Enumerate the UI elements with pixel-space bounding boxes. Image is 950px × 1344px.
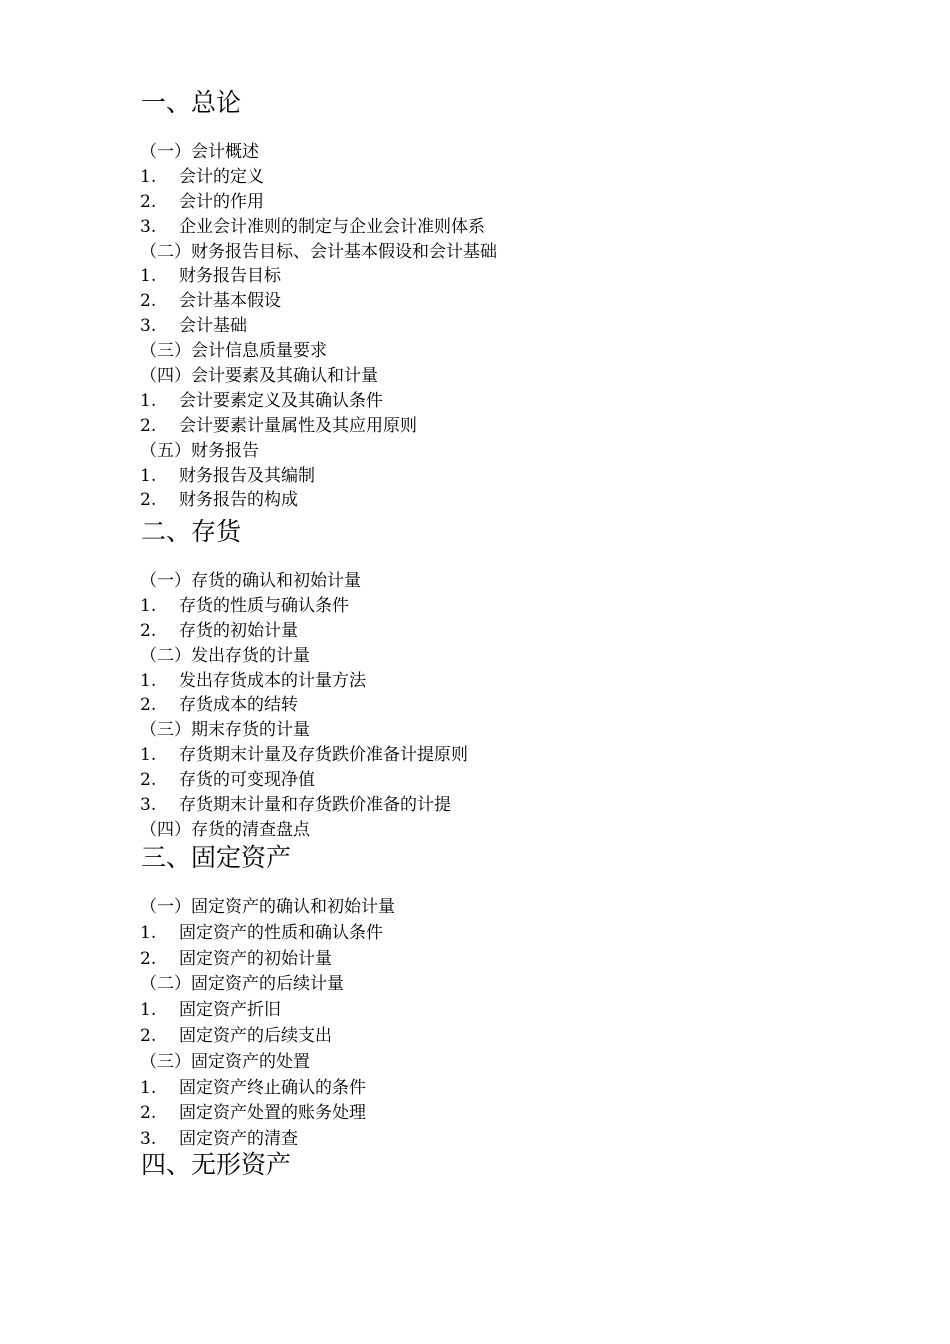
item-text: 会计基本假设 [179,291,281,312]
chapter-intangible-assets [0,1148,950,1182]
section-heading: （一）固定资产的确认和初始计量 [140,897,395,917]
item-number: 1. [140,670,157,691]
item-text: 发出存货成本的计量方法 [179,670,366,691]
list-item [140,594,950,619]
item-text: 财务报告及其编制 [179,465,315,486]
list-item [140,289,950,314]
list-item [140,488,950,513]
chapter-fixed-assets [0,841,950,1153]
item-number: 1. [140,745,157,766]
list-item [140,215,950,240]
item-text: 固定资产折旧 [179,1000,281,1021]
item-number: 1. [140,166,157,187]
list-item [140,693,950,718]
item-number: 2. [140,620,157,641]
item-number: 3. [140,316,157,337]
list-item [140,947,950,973]
chapter-title: 二、存货 [141,517,242,546]
chapter-inventory [0,515,950,843]
item-number: 2. [140,1103,157,1124]
list-item [140,165,950,190]
list-item [140,768,950,793]
section-heading: （四）存货的清查盘点 [140,819,310,840]
item-text: 存货的可变现净值 [179,770,315,791]
item-number: 3. [140,216,157,237]
list-item [140,1024,950,1050]
item-text: 会计基础 [179,316,247,337]
section-heading: （四）会计要素及其确认和计量 [140,366,378,387]
item-text: 存货的性质与确认条件 [179,595,349,616]
item-text: 固定资产的清查 [179,1129,298,1150]
section-heading: （三）会计信息质量要求 [140,341,327,362]
item-text: 固定资产的初始计量 [179,948,332,969]
list-item [140,389,950,414]
chapter-title: 三、固定资产 [141,843,292,872]
item-text: 存货的初始计量 [179,620,298,641]
item-number: 2. [140,695,157,716]
item-text: 固定资产处置的账务处理 [179,1103,366,1124]
item-text: 财务报告目标 [179,266,281,287]
section-heading: （三）期末存货的计量 [140,720,310,741]
chapter-title: 四、无形资产 [141,1150,292,1179]
section-heading: （二）财务报告目标、会计基本假设和会计基础 [140,241,497,262]
item-number: 2. [140,291,157,312]
item-number: 1. [140,1000,157,1021]
section-heading: （二）固定资产的后续计量 [140,974,344,995]
section-heading: （二）发出存货的计量 [140,645,310,666]
section-heading: （五）财务报告 [140,440,259,461]
item-number: 1. [140,595,157,616]
item-text: 固定资产终止确认的条件 [179,1077,366,1098]
item-number: 3. [140,795,157,816]
item-text: 固定资产的后续支出 [179,1025,332,1046]
item-number: 2. [140,770,157,791]
chapter-title: 一、总论 [141,88,242,117]
list-item [140,1076,950,1102]
item-text: 固定资产的性质和确认条件 [179,922,383,943]
list-item [140,1101,950,1127]
item-number: 1. [140,390,157,411]
section-heading: （三）固定资产的处置 [140,1051,310,1072]
item-number: 2. [140,191,157,212]
item-number: 1. [140,465,157,486]
list-item [140,414,950,439]
list-item [140,793,950,818]
list-item [140,314,950,339]
item-text: 会计的定义 [179,166,264,187]
chapter-general [0,86,950,513]
list-item [140,998,950,1024]
item-number: 2. [140,1025,157,1046]
item-text: 存货期末计量及存货跌价准备计提原则 [179,745,468,766]
item-number: 1. [140,1077,157,1098]
item-text: 会计要素定义及其确认条件 [179,390,383,411]
list-item [140,921,950,947]
item-number: 2. [140,415,157,436]
list-item [140,619,950,644]
list-item [140,669,950,694]
item-number: 3. [140,1129,157,1150]
item-number: 1. [140,266,157,287]
item-text: 存货成本的结转 [179,695,298,716]
list-item [140,190,950,215]
item-text: 存货期末计量和存货跌价准备的计提 [179,795,451,816]
item-number: 2. [140,948,157,969]
item-text: 财务报告的构成 [179,490,298,511]
item-text: 企业会计准则的制定与企业会计准则体系 [179,216,485,237]
section-heading: （一）会计概述 [140,142,259,162]
item-text: 会计要素计量属性及其应用原则 [179,415,417,436]
item-number: 2. [140,490,157,511]
section-heading: （一）存货的确认和初始计量 [140,571,361,591]
list-item [140,743,950,768]
item-number: 1. [140,922,157,943]
list-item [140,464,950,489]
item-text: 会计的作用 [179,191,264,212]
list-item [140,264,950,289]
